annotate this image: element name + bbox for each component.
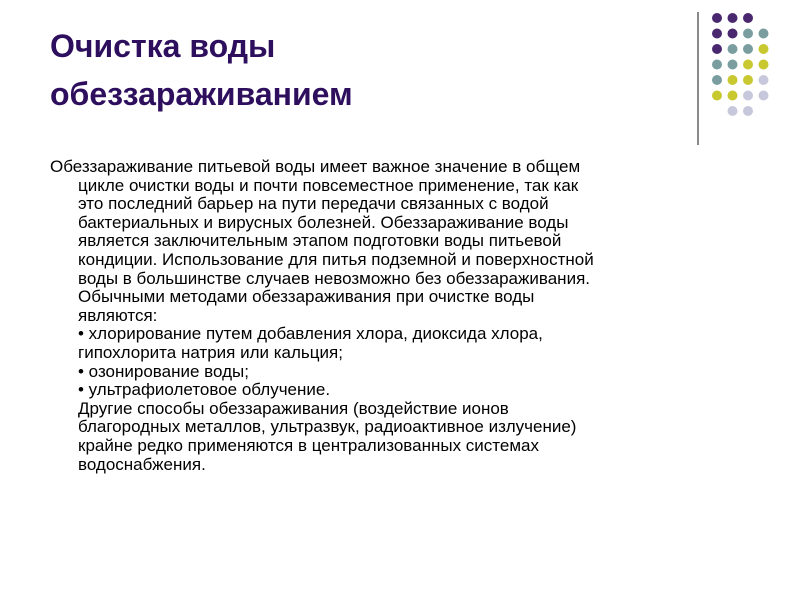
decor-dot-purple [712, 44, 722, 54]
decor-dot-lavender [743, 91, 753, 101]
decor-dot-teal [759, 29, 769, 39]
decor-dot-purple [743, 13, 753, 23]
decor-dot-olive [759, 60, 769, 70]
body-text [50, 158, 770, 474]
decor-dot-lavender [759, 75, 769, 85]
decor-dot-lavender [743, 106, 753, 116]
decor-dot-teal [728, 60, 738, 70]
body-line: Обеззараживание питьевой воды имеет важное значение в общем [50, 157, 581, 176]
decor-dot-lavender [759, 91, 769, 101]
bullet-item: • ультрафиолетовое облучение. [78, 380, 331, 400]
decor-dot-teal [712, 60, 722, 70]
body-line: являются: [78, 305, 158, 325]
decor-dot-olive [728, 75, 738, 85]
body-line: водоснабжения. [78, 454, 206, 474]
slide-title [50, 22, 670, 118]
decor-dot-purple [728, 29, 738, 39]
decor-dot-lavender [728, 106, 738, 116]
decor-dot-olive [728, 91, 738, 101]
body-line: благородных металлов, ультразвук, радиоактивное излучение) [78, 417, 577, 437]
decor-dot-teal [712, 75, 722, 85]
body-line: является заключительным этапом подготовки воды питьевой [78, 231, 562, 251]
body-line: кондиции. Использование для питья подземной и поверхностной [78, 249, 594, 269]
body-line: цикле очистки воды и почти повсеместное применение, так как [78, 175, 579, 195]
body-line: воды в большинстве случаев невозможно без обеззараживания. [78, 268, 590, 288]
body-line: Другие способы обеззараживания (воздействие ионов [78, 398, 509, 418]
bullet-item: • хлорирование путем добавления хлора, диоксида хлора, [78, 324, 543, 344]
decor-dot-teal [743, 29, 753, 39]
body-line: Обычными методами обеззараживания при очистке воды [78, 287, 535, 307]
decor-dot-olive [743, 75, 753, 85]
decor-dot-purple [712, 29, 722, 39]
decor-dot-olive [759, 44, 769, 54]
body-line: гипохлорита натрия или кальция; [78, 342, 343, 362]
body-line: это последний барьер на пути передачи связанных с водой [78, 194, 549, 214]
title-line-1: Очистка воды [50, 28, 276, 64]
decor-dot-purple [728, 13, 738, 23]
body-line: крайне редко применяются в централизованных системах [78, 435, 539, 455]
decor-dot-teal [743, 44, 753, 54]
vertical-divider [697, 12, 699, 145]
decor-dot-olive [743, 60, 753, 70]
body-line: бактериальных и вирусных болезней. Обеззараживание воды [78, 212, 569, 232]
decor-dot-olive [712, 91, 722, 101]
bullet-item: • озонирование воды; [78, 361, 249, 381]
title-line-2: обеззараживанием [50, 76, 353, 112]
decorative-dot-grid [700, 10, 800, 130]
decor-dot-teal [728, 44, 738, 54]
decor-dot-purple [712, 13, 722, 23]
